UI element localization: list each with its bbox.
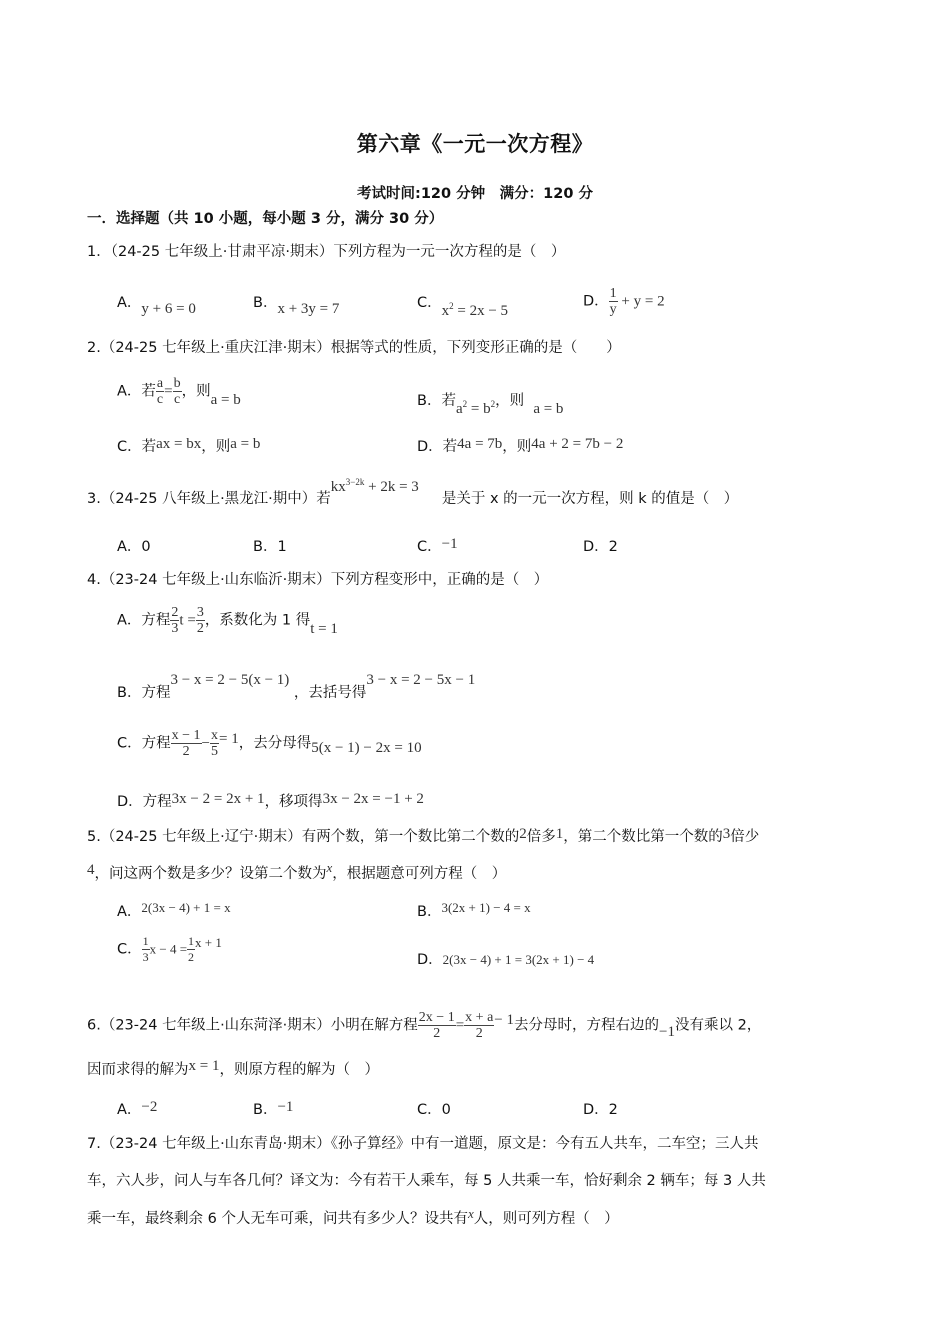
option-fraction: $\frac{1}{y}$: [609, 286, 617, 317]
q4-option-a[interactable]: A．方程 $\frac{2}{3}$ t = $\frac{3}{2}$ ，系数化为 1 得t = 1: [117, 605, 338, 637]
q1-option-b[interactable]: [253, 291, 340, 317]
q3-option-b[interactable]: B．1: [253, 539, 287, 555]
section-heading: 一．选择题（共 10 小题，每小题 3 分，满分 30 分）: [87, 211, 444, 227]
q2-stem: 2.（24-25 七年级上·重庆江津·期末）根据等式的性质，下列变形正确的是（ ）: [87, 340, 621, 356]
fraction: $\frac{x - 1}{2}$: [171, 728, 201, 759]
q3-option-d[interactable]: D．2: [583, 539, 618, 555]
page-title: 第六章《一元一次方程》: [356, 132, 594, 156]
option-label: C．若: [117, 439, 157, 455]
text: ，则: [181, 383, 211, 400]
fraction: $\frac{b}{c}$: [173, 376, 181, 407]
q3-equation: $kx^{3-2k} + 2k = 3$: [330, 477, 419, 495]
text: ，则: [495, 393, 525, 409]
option-label: C．: [417, 295, 442, 311]
math: ax = bx: [156, 436, 202, 452]
q2-option-a[interactable]: [117, 376, 241, 407]
exam-info: 考试时间:120 分钟 满分：120 分: [357, 186, 593, 202]
q2-option-c[interactable]: [117, 435, 260, 456]
q7-stem-line3: 乘一车，最终剩余 6 个人无车可乘，问共有多少人？设共有x人，则可列方程（ ）: [87, 1206, 619, 1227]
q2-option-d[interactable]: [417, 435, 623, 456]
q5-option-a[interactable]: A．2(3x − 4) + 1 = x: [117, 900, 231, 920]
q6-option-a[interactable]: A．−2: [117, 1099, 158, 1118]
fraction: $\frac{x + a}{2}$: [465, 1010, 494, 1041]
fraction: $\frac{x}{5}$: [211, 728, 218, 759]
q1-option-d[interactable]: [583, 286, 665, 317]
math: a = b: [533, 401, 564, 417]
q7-stem-line2: 车，六人步，问人与车各几何？译文为：今有若干人乘车，每 5 人共乘一车，恰好剩余 2 辆车；每 3 人共: [87, 1173, 766, 1189]
math: a = b: [230, 436, 261, 452]
q6-stem-line2: 因而求得的解为x = 1，则原方程的解为（ ）: [87, 1058, 379, 1078]
q1-option-a[interactable]: [117, 291, 196, 317]
q4-option-b[interactable]: B．方程3 − x = 2 − 5(x − 1) ，去括号得3 − x = 2 − 5x − 1: [117, 672, 476, 701]
q1-stem: 1．（24-25 七年级上·甘肃平凉·期末）下列方程为一元一次方程的是（ ）: [87, 244, 566, 260]
q6-option-b[interactable]: B．−1: [253, 1099, 294, 1118]
text: ，则: [502, 439, 532, 455]
option-label: B．: [253, 295, 278, 311]
fraction: $\frac{3}{2}$: [196, 605, 204, 636]
option-label: D．: [583, 293, 609, 310]
option-math: $x^2 = 2x - 5$: [441, 301, 509, 319]
math: $a^2 = b^2$: [455, 399, 496, 417]
option-label: A．若: [117, 383, 156, 400]
math: 4a = 7b: [457, 436, 503, 452]
q6-option-c[interactable]: C．0: [417, 1102, 451, 1118]
fraction: $\frac{2}{3}$: [171, 605, 179, 636]
q3-option-a[interactable]: A．0: [117, 539, 151, 555]
q4-stem: 4.（23-24 七年级上·山东临沂·期末）下列方程变形中，正确的是（ ）: [87, 572, 549, 588]
q5-option-b[interactable]: B．3(2x + 1) − 4 = x: [417, 900, 531, 920]
q6-option-d[interactable]: D．2: [583, 1102, 618, 1118]
option-label: B．若: [417, 393, 456, 409]
option-math: y + 6 = 0: [141, 301, 196, 317]
option-label: D．若: [417, 439, 458, 455]
q5-option-d[interactable]: D．2(3x − 4) + 1 = 3(2x + 1) − 4: [417, 952, 595, 968]
q7-stem-line1: 7.（23-24 七年级上·山东青岛·期末）《孙子算经》中有一道题，原文是：今有五人共车，二车空；三人共: [87, 1136, 759, 1152]
fraction: $\frac{2x - 1}{2}$: [418, 1010, 455, 1041]
q3-stem: 3.（24-25 八年级上·黑龙江·期中）若$kx^{3-2k} + 2k = 3$ 是关于 x 的一元一次方程，则 k 的值是（ ）: [87, 477, 739, 507]
q4-option-d[interactable]: D．方程3x − 2 = 2x + 1，移项得3x − 2x = −1 + 2: [117, 791, 424, 810]
q5-stem-line2: 4，问这两个数是多少？设第二个数为x，根据题意可列方程（ ）: [87, 860, 507, 882]
math: a = b: [210, 391, 241, 408]
fraction: $\frac{a}{c}$: [156, 376, 164, 407]
q3-option-c[interactable]: C．−1: [417, 536, 458, 555]
fraction: $\frac{1}{2}$: [188, 934, 195, 964]
option-label: A．: [117, 295, 142, 311]
q6-stem-line1: 6.（23-24 七年级上·山东菏泽·期末）小明在解方程 $\frac{2x - 1}{2}$ = $\frac{x + a}{2}$ − 1去分母时，方程右边的−1没有乘以 2，: [87, 1010, 762, 1041]
q5-option-c[interactable]: C． $\frac{1}{3}$ x − 4 = $\frac{1}{2}$ x + 1: [117, 934, 222, 964]
q1-option-c[interactable]: [417, 291, 509, 319]
q5-stem-line1: 5.（24-25 七年级上·辽宁·期末）有两个数，第一个数比第二个数的2倍多1，第二个数比第一个数的3倍少: [87, 826, 760, 845]
text: ，则: [201, 439, 231, 455]
option-math: x + 3y = 7: [277, 301, 340, 317]
q2-option-b[interactable]: [417, 389, 564, 417]
option-math: + y = 2: [617, 293, 665, 310]
fraction: $\frac{1}{3}$: [142, 934, 149, 964]
math: =: [164, 383, 173, 400]
math: 4a + 2 = 7b − 2: [531, 436, 624, 452]
q4-option-c[interactable]: C．方程 $\frac{x - 1}{2}$ − $\frac{x}{5}$ = 1，去分母得5(x − 1) − 2x = 10: [117, 728, 422, 759]
